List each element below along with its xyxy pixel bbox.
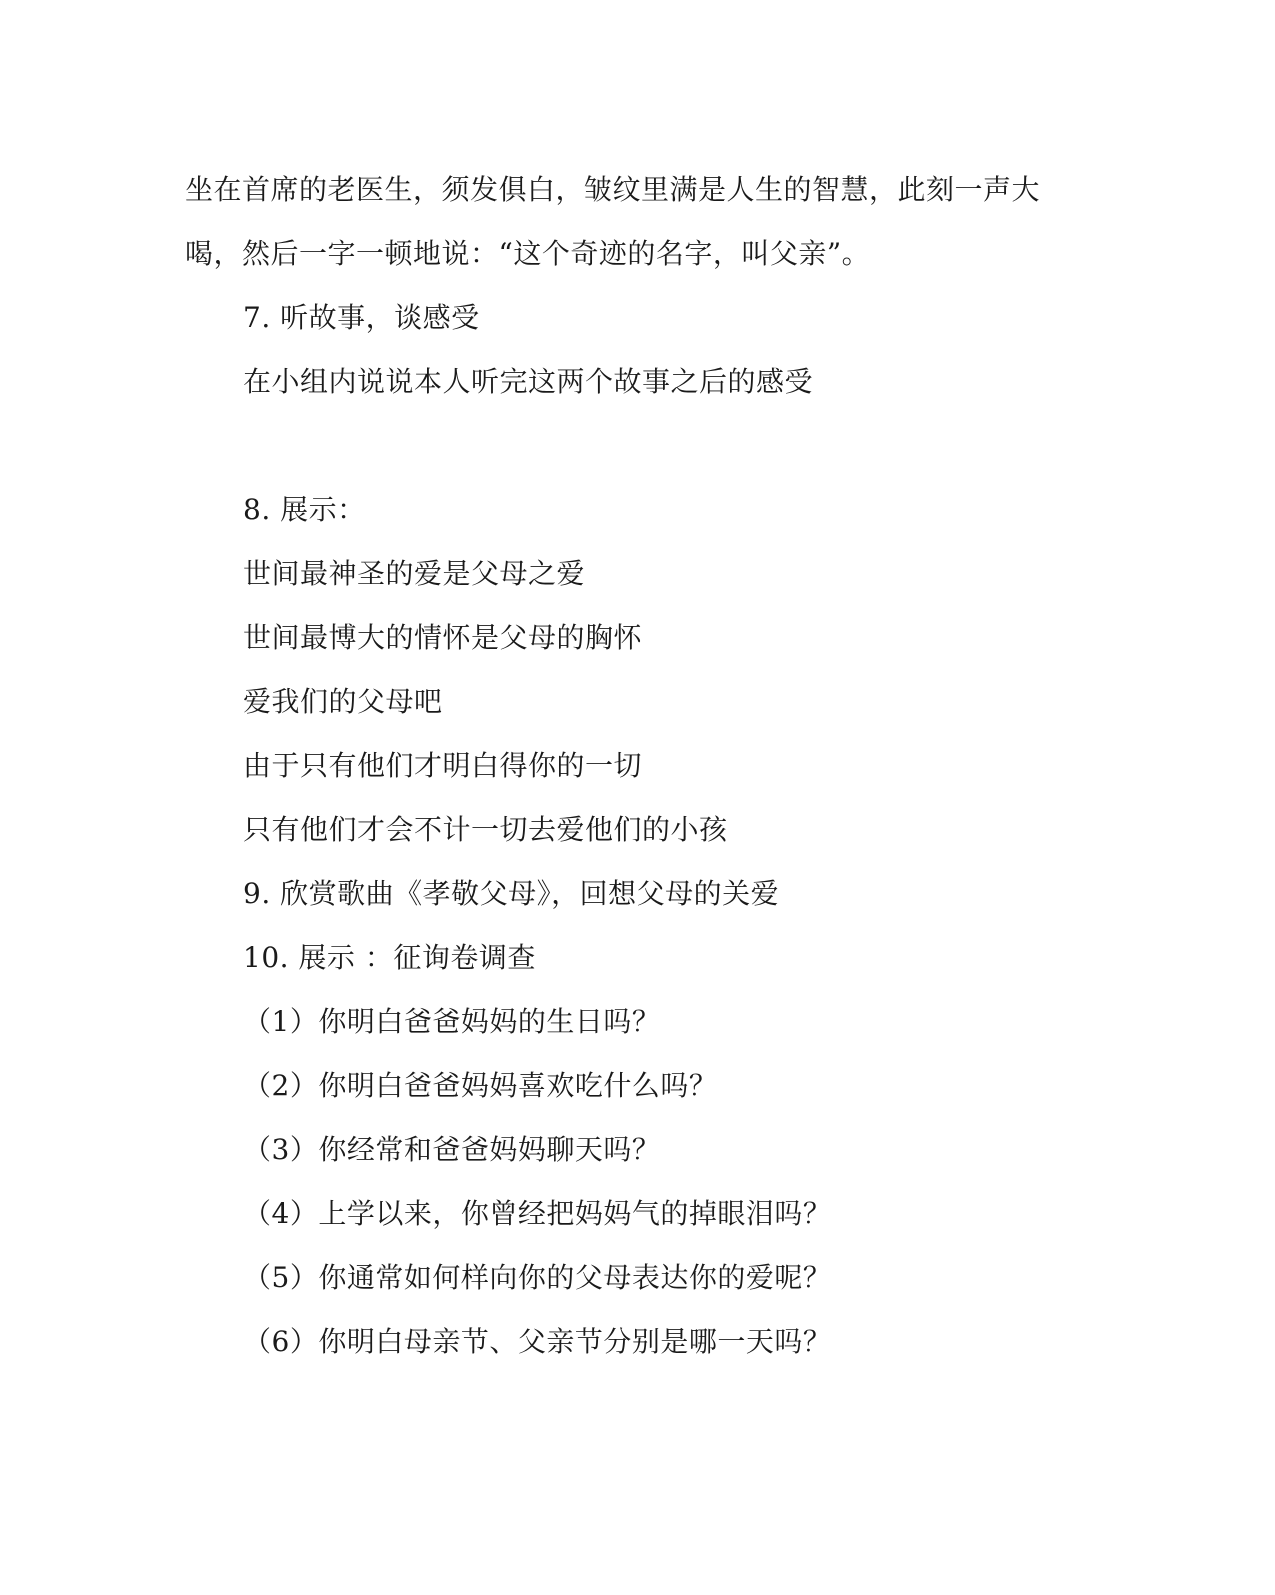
survey-question-2: （2）你明白爸爸妈妈喜欢吃什么吗？ (243, 1069, 718, 1102)
poem-line-5: 只有他们才会不计一切去爱他们的小孩 (243, 813, 728, 846)
survey-question-1: （1）你明白爸爸妈妈的生日吗？ (243, 1005, 661, 1038)
poem-line-3: 爱我们的父母吧 (243, 685, 443, 718)
poem-line-4: 由于只有他们才明白得你的一切 (243, 749, 643, 782)
paragraph-line-2: 喝，然后一字一顿地说：“这个奇迹的名字，叫父亲”。 (185, 237, 871, 270)
section-heading-10: 10. 展示 ：征询卷调查 (243, 941, 536, 974)
survey-question-4: （4）上学以来，你曾经把妈妈气的掉眼泪吗？ (243, 1197, 832, 1230)
survey-question-5: （5）你通常如何样向你的父母表达你的爱呢？ (243, 1261, 832, 1294)
poem-line-2: 世间最博大的情怀是父母的胸怀 (243, 621, 643, 654)
paragraph-line-3: 在小组内说说本人听完这两个故事之后的感受 (243, 365, 814, 398)
section-heading-9: 9. 欣赏歌曲《孝敬父母》，回想父母的关爱 (243, 877, 780, 910)
poem-line-1: 世间最神圣的爱是父母之爱 (243, 557, 586, 590)
section-heading-7: 7. 听故事，谈感受 (243, 301, 480, 334)
survey-question-6: （6）你明白母亲节、父亲节分别是哪一天吗？ (243, 1325, 832, 1358)
paragraph-line-1: 坐在首席的老医生，须发俱白，皱纹里满是人生的智慧，此刻一声大 (185, 173, 1041, 206)
survey-question-3: （3）你经常和爸爸妈妈聊天吗？ (243, 1133, 661, 1166)
section-heading-8: 8. 展示： (243, 493, 366, 526)
